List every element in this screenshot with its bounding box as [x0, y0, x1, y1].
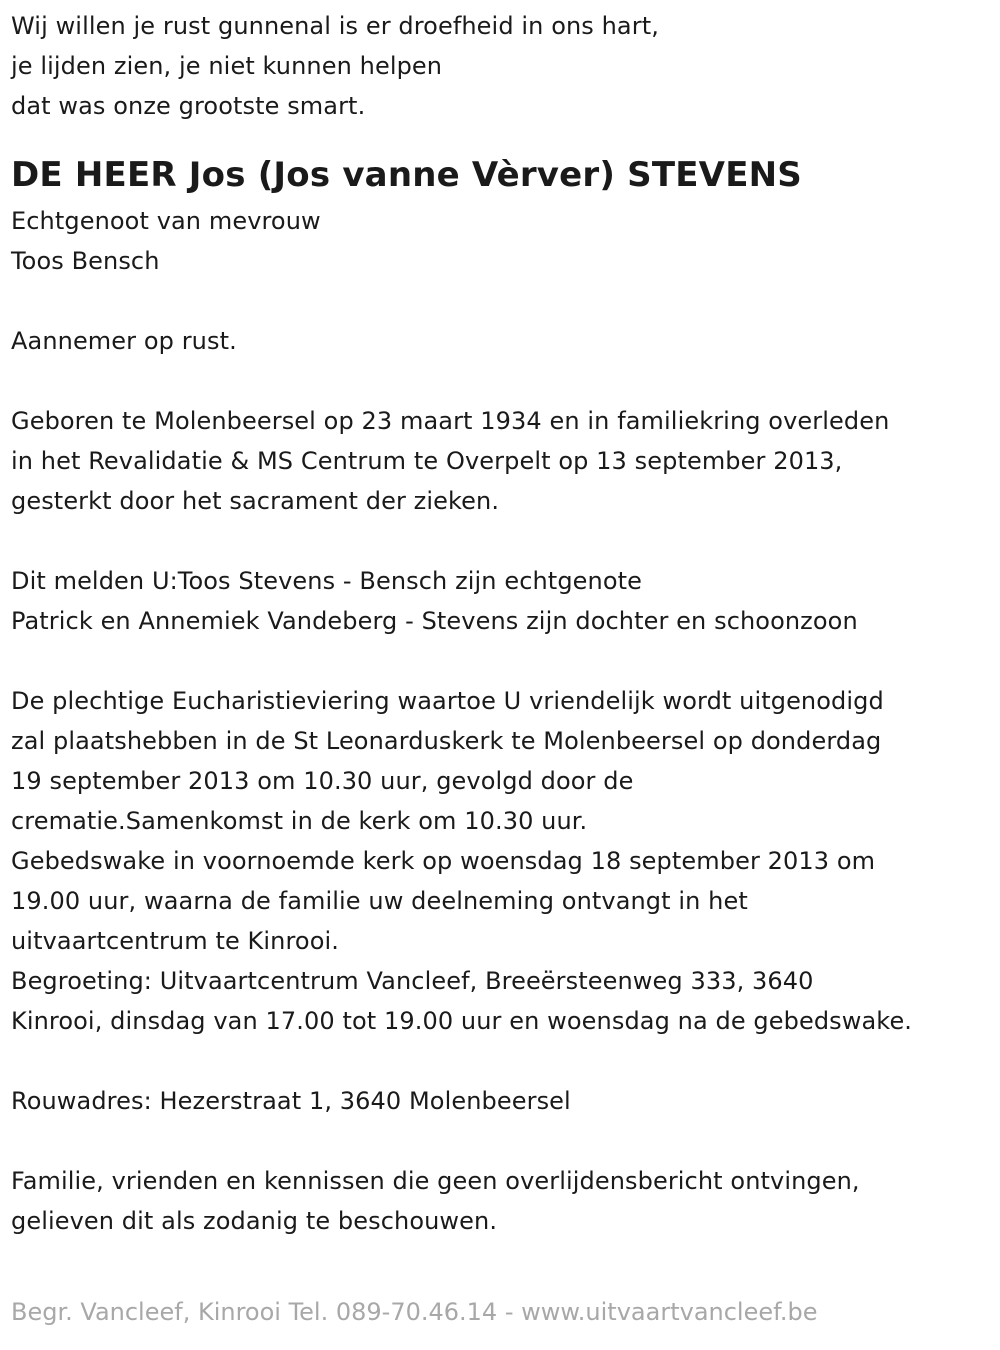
ceremony-info — [11, 681, 996, 1041]
spouse-info — [11, 201, 996, 281]
ceremony-line: Kinrooi, dinsdag van 17.00 tot 19.00 uur en woensdag na de gebedswake. — [11, 1007, 913, 1035]
spouse-line: Toos Bensch — [11, 247, 160, 275]
poem-line: Wij willen je rust gunnenal is er droefheid in ons hart, — [11, 12, 659, 40]
birth-death-line: in het Revalidatie & MS Centrum te Overpelt op 13 september 2013, — [11, 447, 843, 475]
ceremony-line: 19.00 uur, waarna de familie uw deelneming ontvangt in het — [11, 887, 748, 915]
poem — [11, 6, 996, 126]
ceremony-line: De plechtige Eucharistieviering waartoe U vriendelijk wordt uitgenodigd — [11, 687, 884, 715]
ceremony-line: 19 september 2013 om 10.30 uur, gevolgd door de — [11, 767, 634, 795]
family-line: Patrick en Annemiek Vandeberg - Stevens zijn dochter en schoonzoon — [11, 607, 858, 635]
poem-line: je lijden zien, je niet kunnen helpen — [11, 52, 443, 80]
notice-text — [11, 1161, 996, 1241]
funeral-home-footer: Begr. Vancleef, Kinrooi Tel. 089-70.46.14 - www.uitvaartvancleef.be — [11, 1298, 818, 1326]
ceremony-line: Begroeting: Uitvaartcentrum Vancleef, Breeërsteenweg 333, 3640 — [11, 967, 814, 995]
notice-line: gelieven dit als zodanig te beschouwen. — [11, 1207, 498, 1235]
family-announcement — [11, 561, 996, 641]
deceased-name-heading: DE HEER Jos (Jos vanne Vèrver) STEVENS — [11, 155, 802, 195]
mourning-address: Rouwadres: Hezerstraat 1, 3640 Molenbeersel — [11, 1087, 571, 1115]
spouse-line: Echtgenoot van mevrouw — [11, 207, 321, 235]
obituary-notice — [11, 6, 996, 1241]
occupation: Aannemer op rust. — [11, 327, 237, 355]
ceremony-line: uitvaartcentrum te Kinrooi. — [11, 927, 339, 955]
birth-death-line: gesterkt door het sacrament der zieken. — [11, 487, 500, 515]
birth-death-info — [11, 401, 996, 521]
ceremony-line: zal plaatshebben in de St Leonarduskerk te Molenbeersel op donderdag — [11, 727, 882, 755]
notice-line: Familie, vrienden en kennissen die geen overlijdensbericht ontvingen, — [11, 1167, 860, 1195]
ceremony-line: Gebedswake in voornoemde kerk op woensdag 18 september 2013 om — [11, 847, 876, 875]
ceremony-line: crematie.Samenkomst in de kerk om 10.30 uur. — [11, 807, 588, 835]
birth-death-line: Geboren te Molenbeersel op 23 maart 1934 en in familiekring overleden — [11, 407, 890, 435]
family-line: Dit melden U:Toos Stevens - Bensch zijn echtgenote — [11, 567, 642, 595]
poem-line: dat was onze grootste smart. — [11, 92, 366, 120]
